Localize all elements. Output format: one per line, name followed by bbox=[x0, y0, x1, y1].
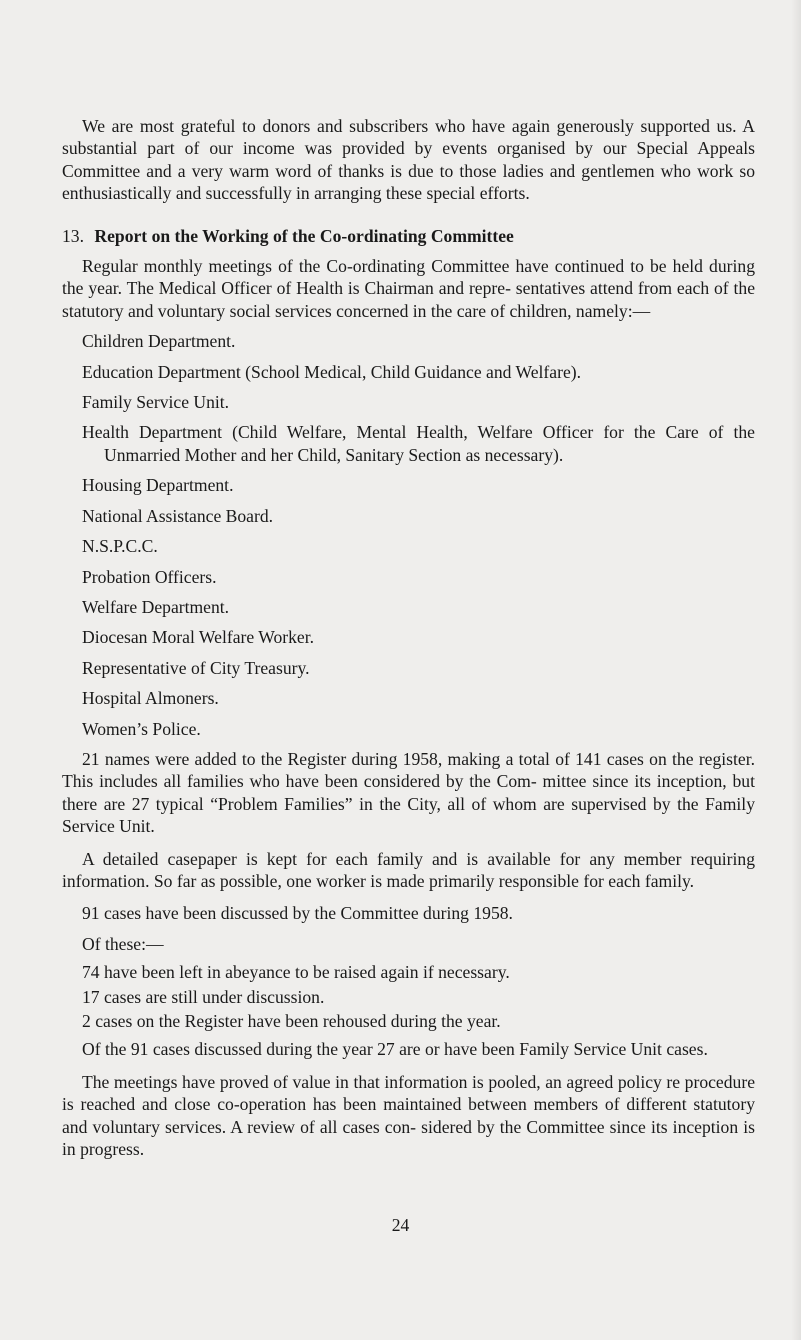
service-item: Welfare Department. bbox=[82, 596, 230, 617]
breakdown-list bbox=[82, 961, 755, 1032]
service-item: Hospital Almoners. bbox=[82, 688, 219, 709]
service-item: Health Department (Child Welfare, Mental Health, Welfare Officer for the Care of the Unmarried Mother and her Child, Sanitary Section as necessary). bbox=[82, 422, 755, 465]
conclusion-paragraph: The meetings have proved of value in that information is pooled, an agreed policy re procedure is reached and close co-operation has been maintained between members of different statutory and voluntary services. A review of all cases con- sidered by the Committee since its inception is in progress. bbox=[62, 1071, 755, 1160]
breakdown-item: 2 cases on the Register have been rehoused during the year. bbox=[82, 1011, 501, 1031]
document-page bbox=[62, 115, 755, 1160]
service-item: Children Department. bbox=[82, 331, 236, 352]
services-list bbox=[82, 330, 755, 740]
service-item: Family Service Unit. bbox=[82, 392, 230, 413]
register-paragraph: 21 names were added to the Register during 1958, making a total of 141 cases on the register. This includes all families who have been considered by the Com- mittee since its inception, but there are 27 typical “Problem Families” in the City, all of whom are supervised by the Family Service Unit. bbox=[62, 748, 755, 837]
service-item: Education Department (School Medical, Child Guidance and Welfare). bbox=[82, 361, 582, 382]
service-item: Housing Department. bbox=[82, 475, 234, 496]
service-item: Representative of City Treasury. bbox=[82, 657, 310, 678]
section-number: 13. bbox=[62, 225, 84, 246]
section-lead-paragraph: Regular monthly meetings of the Co-ordinating Committee have continued to be held during the year. The Medical Officer of Health is Chairman and repre- sentatives attend from each of the statutory and voluntary social services concerned in the care of children, namely:— bbox=[62, 256, 755, 321]
service-item: Probation Officers. bbox=[82, 566, 217, 587]
fsu-cases-paragraph: Of the 91 cases discussed during the year 27 are or have been Family Service Unit cases. bbox=[82, 1039, 708, 1060]
service-item: Diocesan Moral Welfare Worker. bbox=[82, 627, 314, 648]
breakdown-item: 17 cases are still under discussion. bbox=[82, 986, 325, 1007]
casepaper-paragraph: A detailed casepaper is kept for each family and is available for any member requiring information. So far as possible, one worker is made primarily responsible for each family. bbox=[62, 848, 755, 891]
intro-paragraph: We are most grateful to donors and subscribers who have again generously supported us. A substantial part of our income was provided by events organised by our Special Appeals Committee and a very warm word of thanks is due to those ladies and gentlemen who work so enthusiastically and successfully in arranging these special efforts. bbox=[62, 116, 755, 204]
service-item: Women’s Police. bbox=[82, 718, 201, 739]
page-number: 24 bbox=[391, 1215, 410, 1235]
section-heading bbox=[62, 225, 755, 247]
page-edge-shadow bbox=[791, 0, 801, 1340]
section-title: Report on the Working of the Co-ordinating Committee bbox=[94, 225, 514, 246]
of-these-label: Of these:— bbox=[82, 933, 164, 954]
discussed-paragraph: 91 cases have been discussed by the Committee during 1958. bbox=[82, 903, 513, 924]
breakdown-item: 74 have been left in abeyance to be raised again if necessary. bbox=[82, 962, 510, 983]
service-item: N.S.P.C.C. bbox=[82, 536, 158, 557]
service-item: National Assistance Board. bbox=[82, 505, 274, 526]
